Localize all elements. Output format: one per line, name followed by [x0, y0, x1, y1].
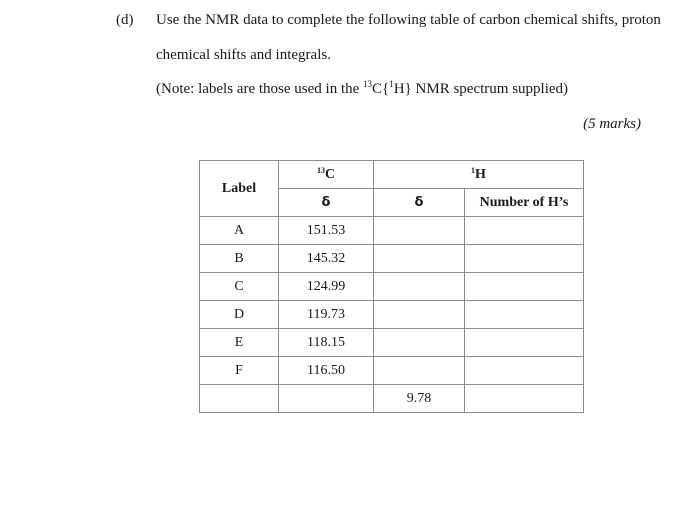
header-c13-letter: C [324, 166, 336, 182]
question-text-line-2: chemical shifts and integrals. [156, 47, 331, 63]
row-label: D [200, 301, 279, 329]
header-h1 [374, 161, 584, 189]
header-label: Label [200, 161, 279, 217]
note-prefix: (Note: labels are those used in the [156, 81, 364, 97]
row-proton-shift[interactable] [374, 301, 465, 329]
row-proton-shift[interactable]: 9.78 [374, 385, 465, 413]
row-proton-shift[interactable] [374, 329, 465, 357]
table-row [200, 357, 584, 385]
row-number-of-h[interactable] [465, 217, 584, 245]
header-proton-delta: δ [374, 189, 465, 217]
table-row [200, 329, 584, 357]
row-number-of-h[interactable] [465, 385, 584, 413]
row-proton-shift[interactable] [374, 245, 465, 273]
header-c13-isotope: 13 [316, 165, 325, 175]
header-h1-isotope: 1 [471, 165, 476, 175]
row-number-of-h[interactable] [465, 329, 584, 357]
row-proton-shift[interactable] [374, 357, 465, 385]
row-label: F [200, 357, 279, 385]
row-number-of-h[interactable] [465, 301, 584, 329]
row-carbon-shift: 116.50 [279, 357, 374, 385]
row-label: B [200, 245, 279, 273]
row-label: C [200, 273, 279, 301]
header-c13 [279, 161, 374, 189]
table-row [200, 217, 584, 245]
header-number-of-h: Number of H’s [465, 189, 584, 217]
row-label [200, 385, 279, 413]
row-carbon-shift: 145.32 [279, 245, 374, 273]
row-number-of-h[interactable] [465, 245, 584, 273]
note-isotope-13: 13 [363, 79, 373, 89]
note-carbon: C{ [372, 81, 390, 97]
question-text-line-1: Use the NMR data to complete the following table of carbon chemical shifts, proton [156, 12, 661, 28]
row-number-of-h[interactable] [465, 357, 584, 385]
row-number-of-h[interactable] [465, 273, 584, 301]
header-h1-letter: H [475, 166, 486, 182]
table-row [200, 273, 584, 301]
row-carbon-shift: 151.53 [279, 217, 374, 245]
row-label: A [200, 217, 279, 245]
marks-label: (5 marks) [583, 116, 641, 132]
table-row [200, 245, 584, 273]
note-suffix: H} NMR spectrum supplied) [393, 81, 569, 97]
row-carbon-shift: 118.15 [279, 329, 374, 357]
table-row [200, 301, 584, 329]
row-carbon-shift: 119.73 [279, 301, 374, 329]
table-header-row-1 [200, 161, 584, 189]
row-proton-shift[interactable] [374, 217, 465, 245]
row-carbon-shift [279, 385, 374, 413]
question-part-label: (d) [116, 12, 134, 28]
nmr-table [199, 160, 584, 413]
row-label: E [200, 329, 279, 357]
row-carbon-shift: 124.99 [279, 273, 374, 301]
header-carbon-delta: δ [279, 189, 374, 217]
question-note [156, 81, 568, 98]
row-proton-shift[interactable] [374, 273, 465, 301]
table-row [200, 385, 584, 413]
note-isotope-1: 1 [389, 79, 394, 89]
